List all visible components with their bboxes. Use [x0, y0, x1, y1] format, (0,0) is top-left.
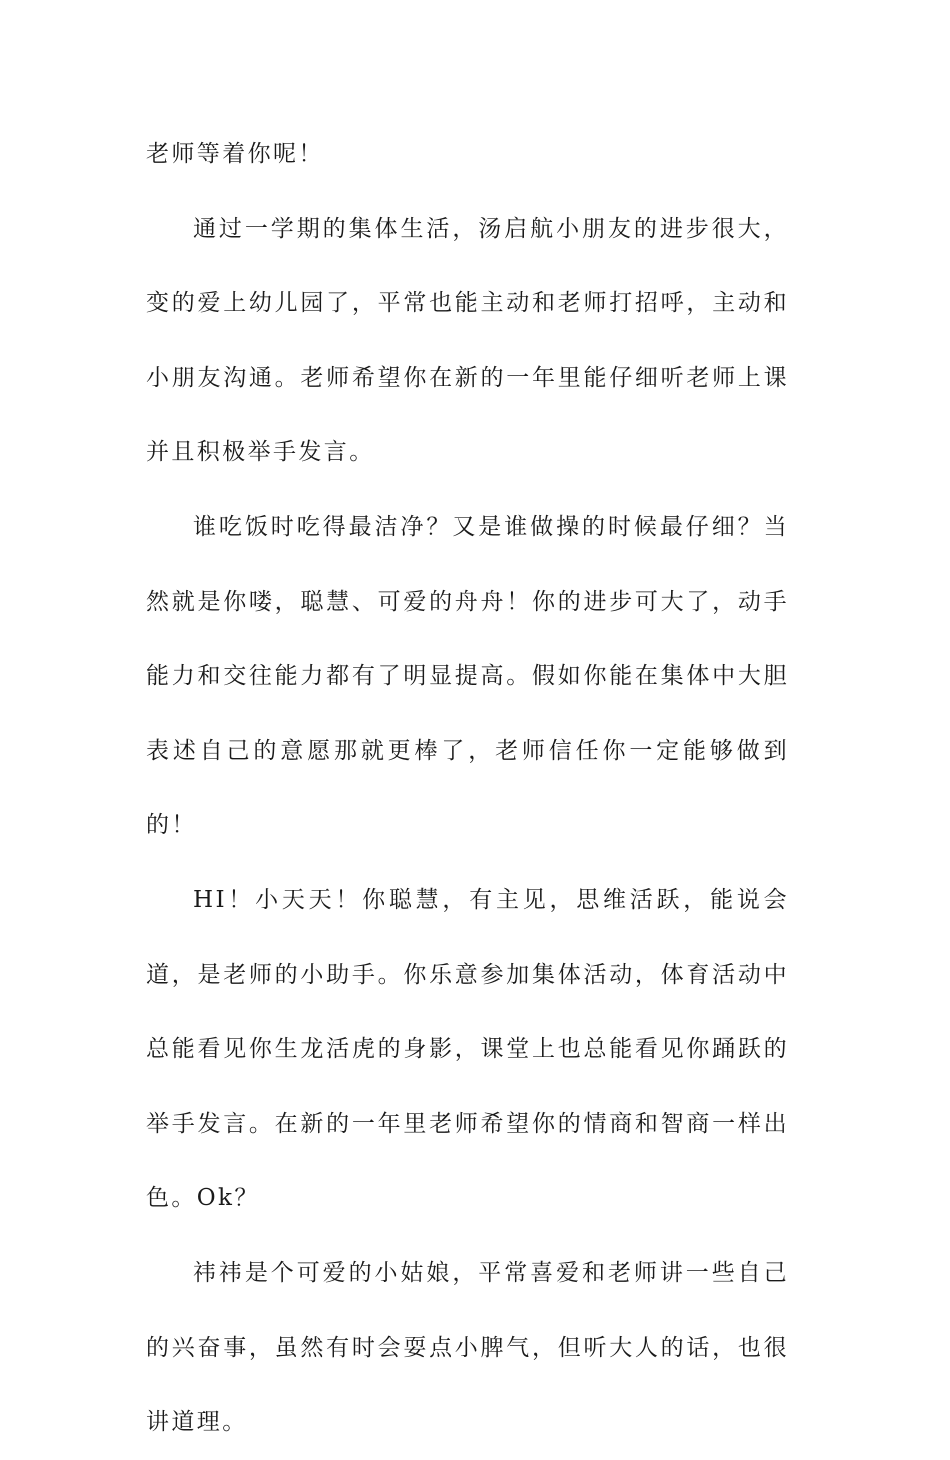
paragraph-5: 祎祎是个可爱的小姑娘，平常喜爱和老师讲一些自己的兴奋事，虽然有时会耍点小脾气，但听大人的话，也很讲道理。	[146, 1259, 789, 1436]
paragraph-1: 老师等着你呢！	[146, 141, 324, 167]
paragraph-2: 通过一学期的集体生活，汤启航小朋友的进步很大，变的爱上幼儿园了，平常也能主动和老师打招呼，主动和小朋友沟通。老师希望你在新的一年里能仔细听老师上课并且积极举手发言。	[146, 215, 789, 466]
paragraph-4: HI！小天天！你聪慧，有主见，思维活跃，能说会道，是老师的小助手。你乐意参加集体活动，体育活动中总能看见你生龙活虎的身影，课堂上也总能看见你踊跃的举手发言。在新的一年里老师希望你的情商和智商一样出色。Ok？	[146, 886, 789, 1212]
paragraph-3: 谁吃饭时吃得最洁净？又是谁做操的时候最仔细？当然就是你喽，聪慧、可爱的舟舟！你的进步可大了，动手能力和交往能力都有了明显提高。假如你能在集体中大胆表述自己的意愿那就更棒了，老师信任你一定能够做到的！	[146, 513, 789, 839]
document-body	[146, 117, 789, 1460]
